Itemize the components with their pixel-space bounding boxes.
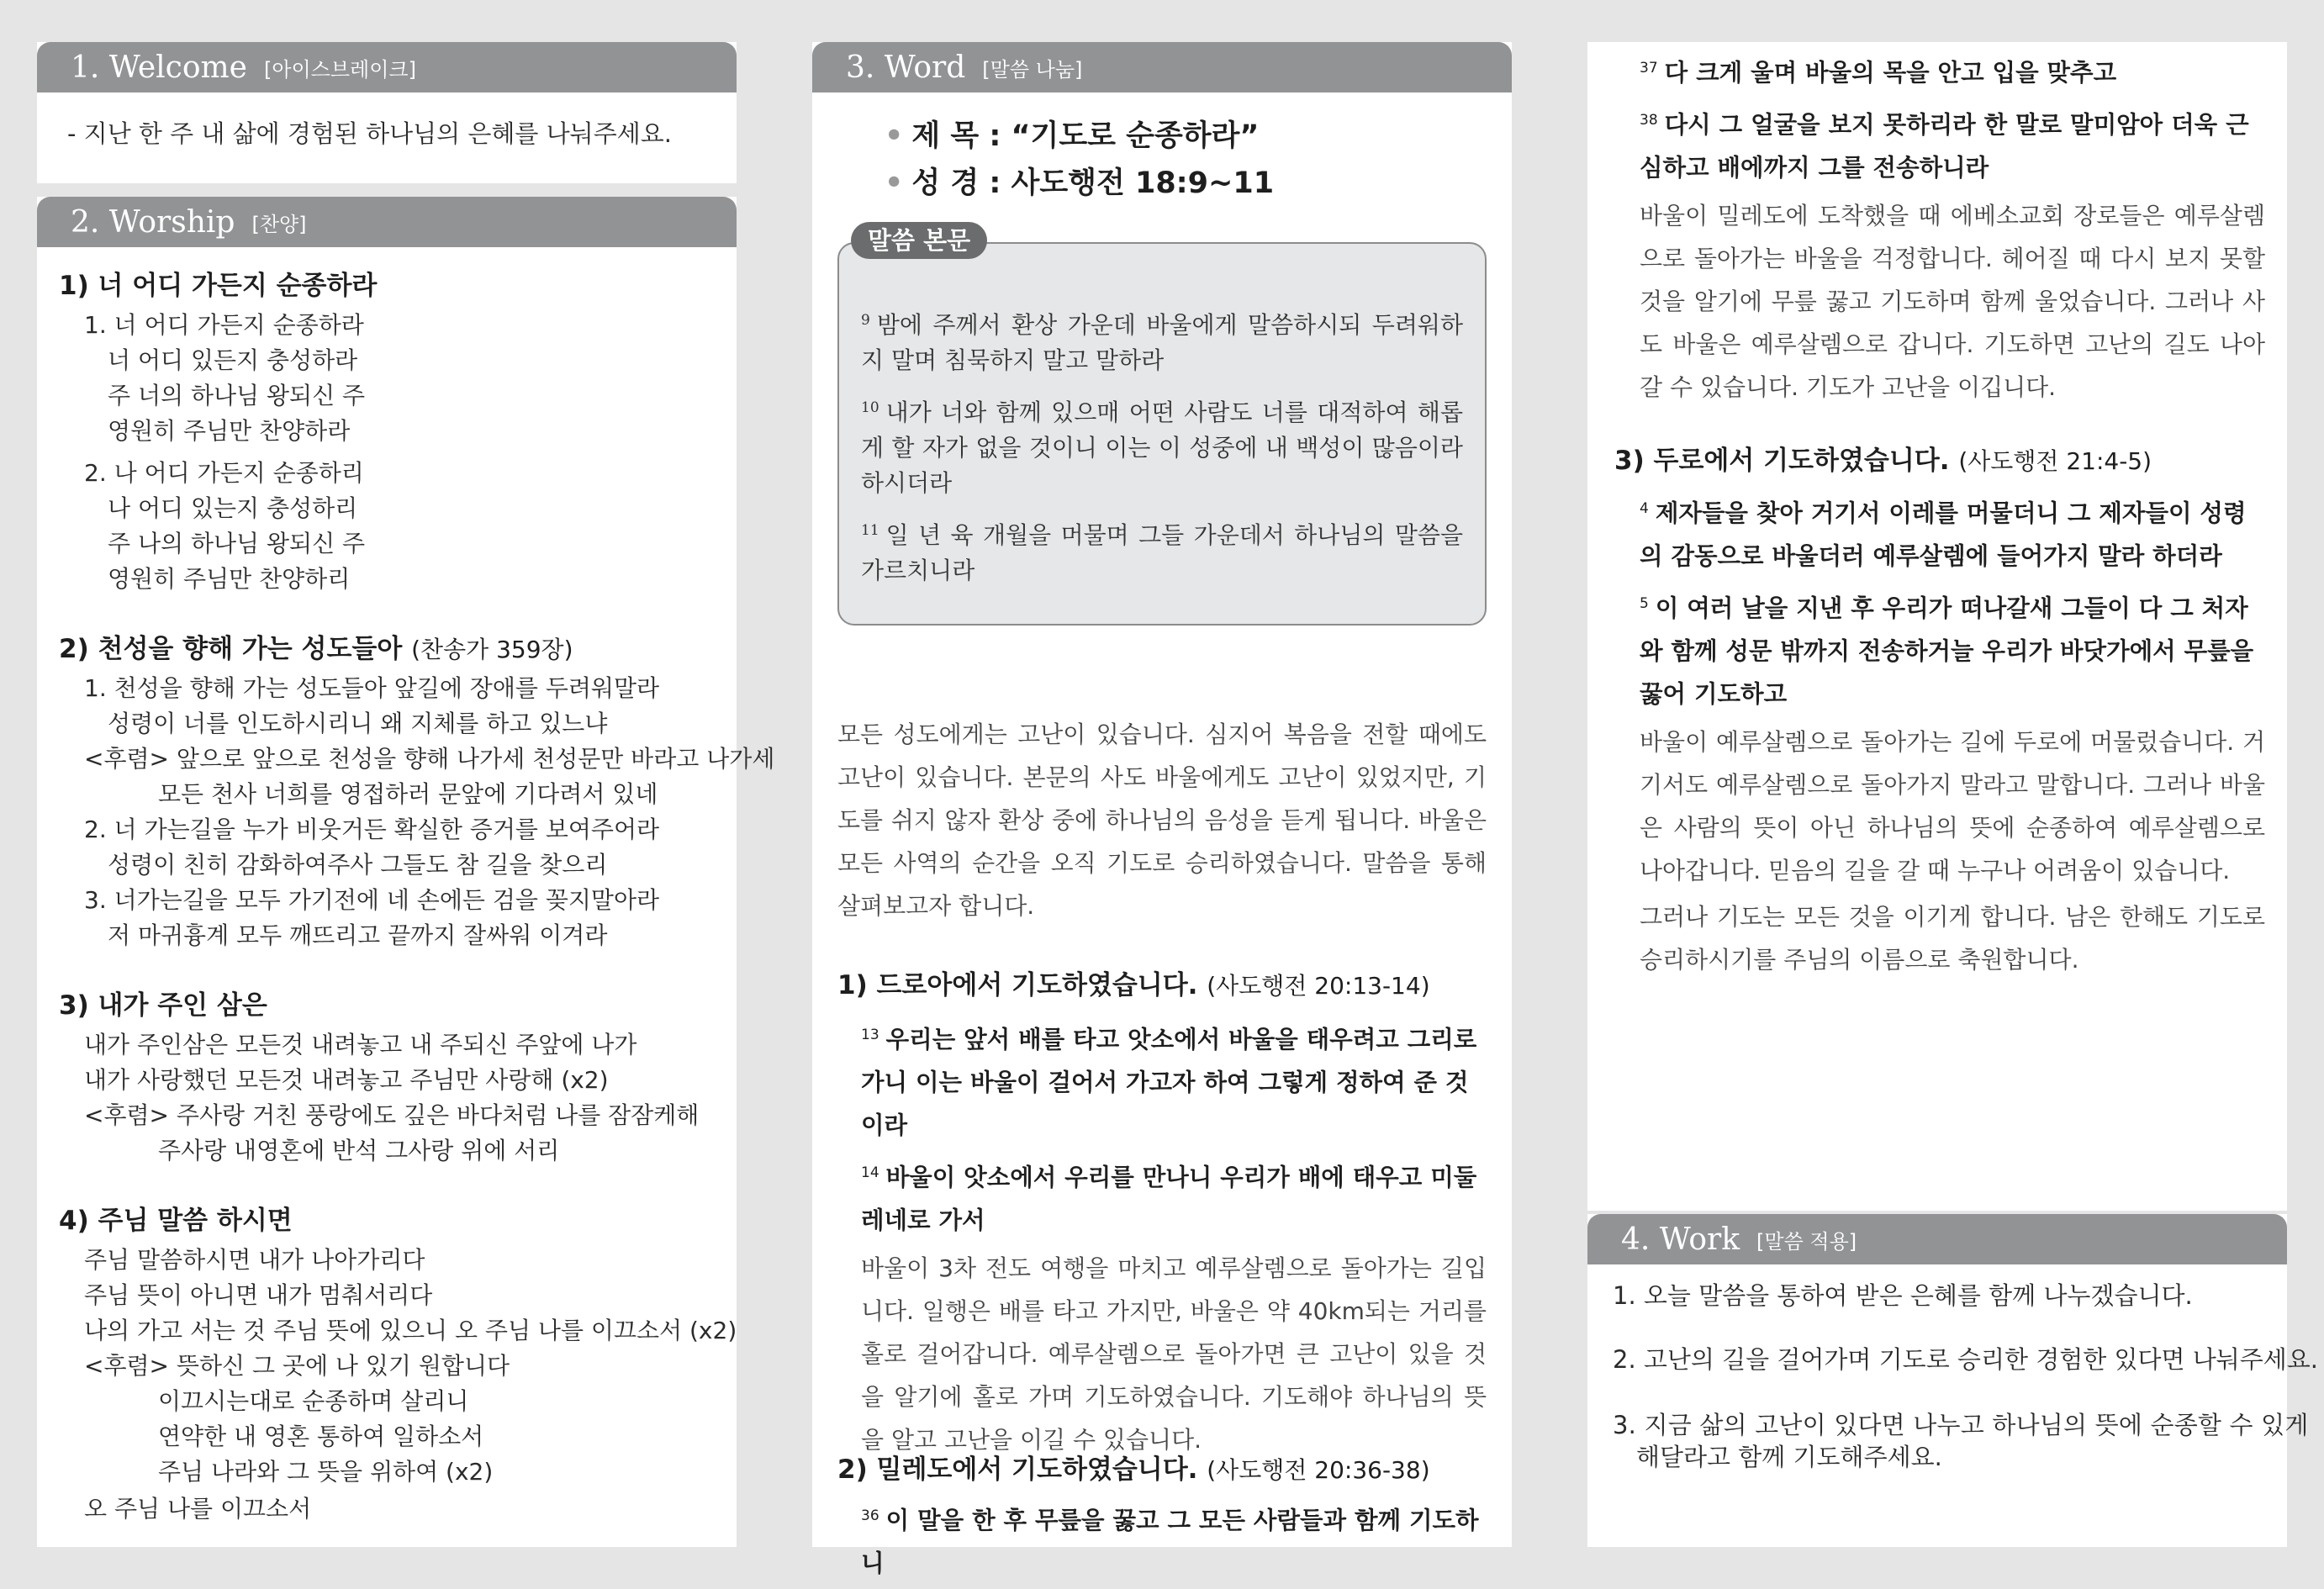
song-line: 2. 너 가는길을 누가 비웃거든 확실한 증거를 보여주어라 <box>84 816 660 843</box>
worship-header <box>37 197 737 247</box>
song-title-text: 2) 천성을 향해 가는 성도들아 <box>59 634 403 664</box>
point-verse <box>861 1495 1487 1585</box>
point-body: 바울이 밀레도에 도착했을 때 에베소교회 장로들은 예루살렘으로 돌아가는 바울을 걱정합니다. 헤어질 때 다시 보지 못할 것을 알기에 무릎 꿇고 기도하며 함께 울었습니다. 그러나 사도 바울은 예루살렘으로 갑니다. 기도하면 고난의 길도 나아갈 수 있습니다. 기도가 고난을 이깁니다. <box>1640 202 2265 401</box>
point-verses <box>861 1014 1487 1461</box>
song-line: <후렴> 앞으로 앞으로 천성을 향해 나가세 천성문만 바라고 나가세 <box>84 745 775 773</box>
word-header <box>812 42 1512 92</box>
work-item: 1. 오늘 말씀을 통하여 받은 은혜를 함께 나누겠습니다. <box>1613 1281 2193 1310</box>
verse-text: 내가 너와 함께 있으매 어떤 사람도 너를 대적하여 해롭게 할 자가 없을 것이니 이는 이 성중에 내 백성이 많음이라 하시더라 <box>861 399 1463 497</box>
sermon-title <box>885 113 1259 160</box>
point-verse <box>1640 99 2265 189</box>
welcome-header <box>37 42 737 92</box>
verse-number: 11 <box>861 522 879 539</box>
verse-number: 14 <box>861 1164 879 1181</box>
song-title: 1) 너 어디 가든지 순종하라 <box>59 271 378 301</box>
point-title-text: 3) 두로에서 기도하였습니다. <box>1614 446 1950 476</box>
passage-tag: 말씀 본문 <box>851 222 987 259</box>
song-line: 모든 천사 너희를 영접하러 문앞에 기다려서 있네 <box>158 780 658 808</box>
song-line: 오 주님 나를 이끄소서 <box>84 1495 312 1523</box>
song-line: 영원히 주님만 찬양하리 <box>108 565 351 593</box>
song-line: <후렴> 뜻하신 그 곳에 나 있기 원합니다 <box>84 1352 510 1380</box>
work-item: 2. 고난의 길을 걸어가며 기도로 승리한 경험한 있다면 나눠주세요. <box>1613 1345 2318 1374</box>
song-line: 1. 천성을 향해 가는 성도들아 앞길에 장애를 두려워말라 <box>84 674 660 702</box>
point-verse <box>861 1152 1487 1242</box>
worship-number: 2. Worship <box>71 204 235 240</box>
verse-number: 37 <box>1640 60 1658 77</box>
work-subtitle: [말씀 적용] <box>1756 1229 1857 1254</box>
verse-text: 다 크게 울며 바울의 목을 안고 입을 맞추고 <box>1664 59 2117 87</box>
work-number: 4. Work <box>1621 1222 1740 1257</box>
song-line: 너 어디 있든지 충성하라 <box>108 346 358 374</box>
verse-text: 제자들을 찾아 거기서 이레를 머물더니 그 제자들이 성령의 감동으로 바울더러 예루살렘에 들어가지 말라 하더라 <box>1640 499 2247 570</box>
verse-number: 10 <box>861 399 879 416</box>
song-line: 주님 나라와 그 뜻을 위하여 (x2) <box>158 1458 494 1486</box>
song-line: 주님 뜻이 아니면 내가 멈춰서리다 <box>84 1281 433 1309</box>
song-line: <후렴> 주사랑 거친 풍랑에도 깊은 바다처럼 나를 잠잠케해 <box>84 1101 700 1129</box>
verse-number: 4 <box>1640 500 1649 517</box>
welcome-subtitle: [아이스브레이크] <box>263 57 416 82</box>
song-title: 4) 주님 말씀 하시면 <box>59 1206 293 1236</box>
song-line: 성령이 너를 인도하시리니 왜 지체를 하고 있느냐 <box>108 710 608 737</box>
song-line: 영원히 주님만 찬양하라 <box>108 417 351 445</box>
verse-text: 다시 그 얼굴을 보지 못하리라 한 말로 말미암아 더욱 근심하고 배에까지 그를 전송하니라 <box>1640 111 2249 182</box>
bullet-icon: • <box>885 119 904 153</box>
song-line: 이끄시는대로 순종하며 살리니 <box>158 1387 469 1415</box>
verse-text: 이 말을 한 후 무릎을 꿇고 그 모든 사람들과 함께 기도하니 <box>861 1507 1479 1577</box>
welcome-prompt: - 지난 한 주 내 삶에 경험된 하나님의 은혜를 나눠주세요. <box>67 119 672 148</box>
song-hymn-number: (찬송가 359장) <box>411 636 573 663</box>
verse-number: 36 <box>861 1507 879 1524</box>
verse-text: 밤에 주께서 환상 가운데 바울에게 말씀하시되 두려워하지 말며 침묵하지 말고 말하라 <box>861 311 1463 374</box>
point-verse <box>1640 488 2265 578</box>
verse-text: 바울이 앗소에서 우리를 만나니 우리가 배에 태우고 미둘레네로 가서 <box>861 1164 1477 1234</box>
point-verse <box>861 1014 1487 1147</box>
point2-continued <box>1640 47 2265 409</box>
song-line: 2. 나 어디 가든지 순종하리 <box>84 459 364 487</box>
point-reference: (사도행전 21:4-5) <box>1958 447 2152 475</box>
song-line: 저 마귀흉계 모두 깨뜨리고 끝까지 잘싸워 이겨라 <box>108 921 608 949</box>
verse-text: 이 여러 날을 지낸 후 우리가 떠나갈새 그들이 다 그 처자와 함께 성문 밖까지 전송하거늘 우리가 바닷가에서 무릎을 꿇어 기도하고 <box>1640 594 2254 708</box>
passage-text <box>861 303 1463 589</box>
point-title <box>1614 442 2152 480</box>
song-line: 주님 말씀하시면 내가 나아가리다 <box>84 1246 425 1274</box>
point-reference: (사도행전 20:36-38) <box>1207 1456 1430 1484</box>
welcome-number: 1. Welcome <box>71 50 247 85</box>
work-item-continued: 해달라고 함께 기도해주세요. <box>1636 1443 1942 1471</box>
verse-number: 9 <box>861 312 870 329</box>
point-title <box>837 967 1430 1005</box>
verse-number: 13 <box>861 1027 879 1043</box>
song-line: 주 나의 하나님 왕되신 주 <box>108 530 366 557</box>
point-title-text: 2) 밀레도에서 기도하였습니다. <box>837 1454 1198 1485</box>
song-title: 3) 내가 주인 삼은 <box>59 990 267 1021</box>
point-reference: (사도행전 20:13-14) <box>1207 972 1430 1000</box>
song-title <box>59 631 573 668</box>
passage-verse <box>861 303 1463 378</box>
point-title <box>837 1451 1430 1489</box>
word-number: 3. Word <box>846 50 966 85</box>
song-line: 연약한 내 영혼 통하여 일하소서 <box>158 1423 484 1450</box>
passage-verse <box>861 390 1463 501</box>
sermon-scripture <box>885 160 1274 207</box>
bullet-icon: • <box>885 166 904 200</box>
work-item: 3. 지금 삶의 고난이 있다면 나누고 하나님의 뜻에 순종할 수 있게 <box>1613 1411 2309 1439</box>
point-title-text: 1) 드로아에서 기도하였습니다. <box>837 970 1198 1000</box>
song-line: 주사랑 내영혼에 반석 그사랑 위에 서리 <box>158 1137 560 1164</box>
point3-body <box>1640 488 2265 981</box>
verse-number: 38 <box>1640 112 1658 129</box>
passage-verse <box>861 513 1463 589</box>
work-header <box>1587 1214 2287 1264</box>
point-body: 바울이 3차 전도 여행을 마치고 예루살렘으로 돌아가는 길입니다. 일행은 배를 타고 가지만, 바울은 약 40km되는 거리를 홀로 걸어갑니다. 예루살렘으로 돌아가면 큰 고난이 있을 것을 알기에 홀로 가며 기도하였습니다. 기도해야 하나님의 뜻을 알고 고난을 이길 수 있습니다. <box>861 1254 1487 1454</box>
song-line: 3. 너가는길을 모두 가기전에 네 손에든 검을 꽂지말아라 <box>84 886 660 914</box>
point-body: 바울이 예루살렘으로 돌아가는 길에 두로에 머물렀습니다. 거기서도 예루살렘으로 돌아가지 말라고 말합니다. 그러나 바울은 사람의 뜻이 아닌 하나님의 뜻에 순종하여 예루살렘으로 나아갑니다. 믿음의 길을 갈 때 누구나 어려움이 있습니다. <box>1640 728 2265 884</box>
point-body: 그러나 기도는 모든 것을 이기게 합니다. 남은 한해도 기도로 승리하시기를 주님의 이름으로 축원합니다. <box>1640 903 2265 974</box>
worship-subtitle: [찬양] <box>251 212 307 236</box>
verse-text: 우리는 앞서 배를 타고 앗소에서 바울을 태우려고 그리로 가니 이는 바울이 걸어서 가고자 하여 그렇게 정하여 준 것이라 <box>861 1026 1477 1139</box>
song-line: 1. 너 어디 가든지 순종하라 <box>84 311 364 339</box>
point-verse <box>1640 583 2265 715</box>
song-line: 주 너의 하나님 왕되신 주 <box>108 382 366 409</box>
song-line: 나의 가고 서는 것 주님 뜻에 있으니 오 주님 나를 이끄소서 (x2) <box>84 1317 737 1344</box>
point-verse <box>1640 47 2265 94</box>
sermon-scripture-text: 성 경 : 사도행전 18:9~11 <box>911 166 1275 200</box>
song-line: 나 어디 있는지 충성하리 <box>108 494 358 522</box>
verse-number: 5 <box>1640 595 1649 612</box>
word-subtitle: [말씀 나눔] <box>982 57 1083 82</box>
sermon-title-text: 제 목 : “기도로 순종하라” <box>911 119 1260 153</box>
song-line: 성령이 친히 감화하여주사 그들도 참 길을 찾으리 <box>108 851 608 879</box>
song-line: 내가 주인삼은 모든것 내려놓고 내 주되신 주앞에 나가 <box>84 1031 637 1058</box>
verse-text: 일 년 육 개월을 머물며 그들 가운데서 하나님의 말씀을 가르치니라 <box>861 521 1463 584</box>
song-line: 내가 사랑했던 모든것 내려놓고 주님만 사랑해 (x2) <box>84 1066 609 1094</box>
point-verse-line <box>861 1495 1487 1585</box>
sermon-intro: 모든 성도에게는 고난이 있습니다. 심지어 복음을 전할 때에도 고난이 있습니다. 본문의 사도 바울에게도 고난이 있었지만, 기도를 쉬지 않자 환상 중에 하나님의 음성을 듣게 됩니다. 바울은 모든 사역의 순간을 오직 기도로 승리하였습니다. 말씀을 통해 살펴보고자 합니다. <box>837 721 1487 920</box>
